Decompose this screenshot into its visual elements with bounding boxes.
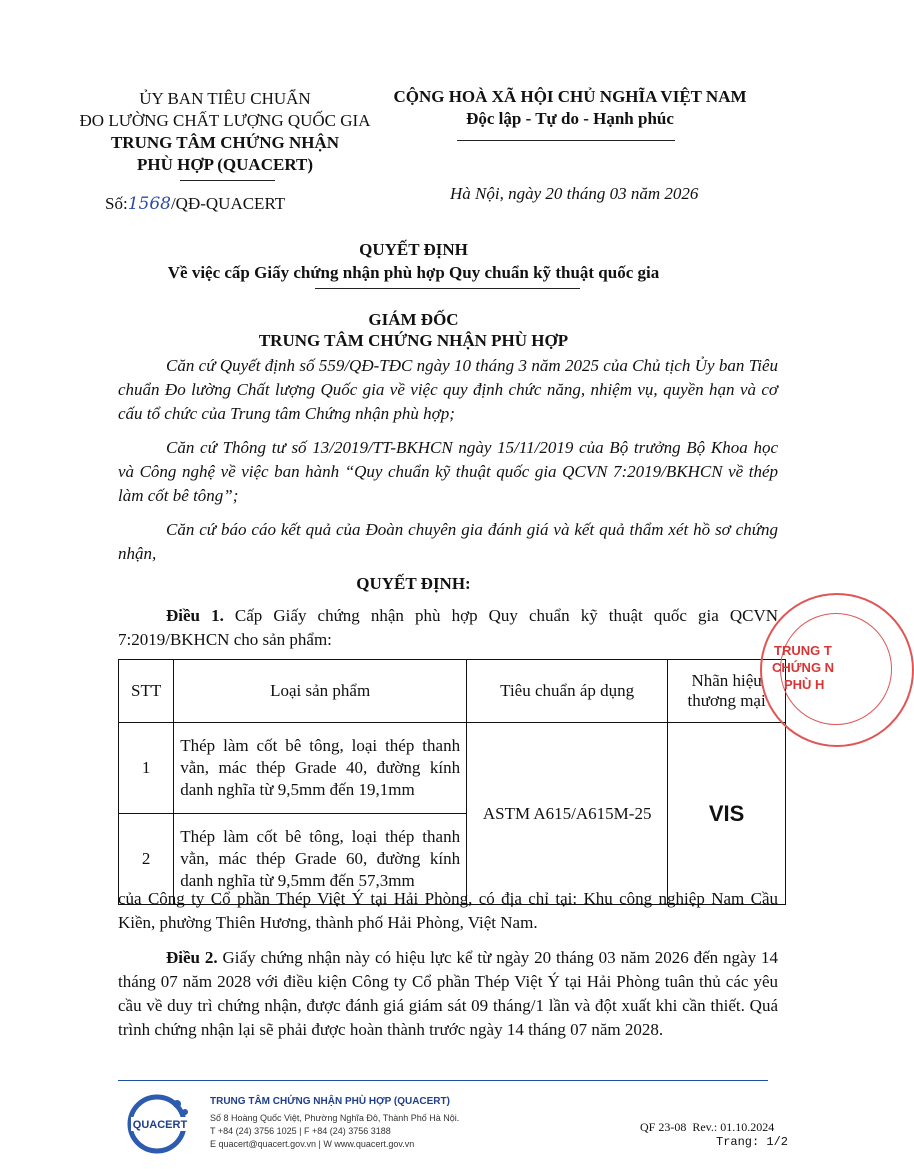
- header-standard: Tiêu chuẩn áp dụng: [467, 660, 668, 723]
- country-name: CỘNG HOÀ XÃ HỘI CHỦ NGHĨA VIỆT NAM: [393, 87, 747, 106]
- footer-divider: [118, 1080, 768, 1081]
- row-2-product: Thép làm cốt bê tông, loại thép thanh vằn, mác thép Grade 60, đường kính danh nghĩa từ 9,5mm đến 57,3mm: [174, 814, 467, 905]
- footer-email: E quacert@quacert.gov.vn | W www.quacert.gov.vn: [210, 1139, 415, 1149]
- table-row: [119, 723, 786, 814]
- document-number: [105, 194, 285, 214]
- issuer-org: TRUNG TÂM CHỨNG NHẬN PHÙ HỢP: [258, 331, 569, 350]
- quacert-logo-icon: [125, 1092, 195, 1154]
- motto: Độc lập - Tự do - Hạnh phúc: [466, 109, 674, 128]
- logo-text: QUACERT: [132, 1119, 188, 1131]
- form-code: QF 23-08: [640, 1120, 687, 1134]
- agency-line-2: ĐO LƯỜNG CHẤT LƯỢNG QUỐC GIA: [79, 111, 371, 130]
- article-1-label: Điều 1.: [166, 606, 224, 625]
- company-info: của Công ty Cổ phần Thép Việt Ý tại Hải Phòng, có địa chỉ tại: Khu công nghiệp Nam Cầu Kiền, phường Thiên Hương, thành phố Hải Phòng, Việt Nam.: [118, 889, 778, 932]
- article-2-label: Điều 2.: [166, 948, 218, 967]
- agency-underline: [180, 180, 275, 181]
- doc-number-handwritten: 1568: [127, 194, 171, 214]
- issue-date: Hà Nội, ngày 20 tháng 03 năm 2026: [450, 184, 699, 203]
- national-motto-block: [380, 86, 760, 130]
- brand-name: VIS: [668, 723, 786, 905]
- decision-subtitle: Về việc cấp Giấy chứng nhận phù hợp Quy chuẩn kỹ thuật quốc gia: [167, 263, 660, 282]
- basis-paragraph-2: Căn cứ Thông tư số 13/2019/TT-BKHCN ngày 15/11/2019 của Bộ trưởng Bộ Khoa học và Công nghệ về việc ban hành “Quy chuẩn kỹ thuật quốc gia QCVN 7:2019/BKHCN về thép làm cốt bê tông”;: [118, 438, 778, 505]
- header-product: Loại sản phẩm: [174, 660, 467, 723]
- agency-line-3: TRUNG TÂM CHỨNG NHẬN: [110, 133, 340, 152]
- agency-line-1: ỦY BAN TIÊU CHUẨN: [139, 89, 311, 108]
- row-1-stt: 1: [119, 723, 174, 814]
- seal-text-2: CHỨNG N: [772, 660, 835, 675]
- article-1: [118, 604, 778, 652]
- basis-paragraph-3: Căn cứ báo cáo kết quả của Đoàn chuyên gia đánh giá và kết quả thẩm xét hồ sơ chứng nhận,: [118, 520, 778, 563]
- seal-text-1: TRUNG T: [774, 643, 832, 658]
- revision: Rev.: 01.10.2024: [692, 1120, 775, 1134]
- doc-number-suffix: /QĐ-QUACERT: [170, 194, 286, 213]
- footer-phone: T +84 (24) 3756 1025 | F +84 (24) 3756 3188: [210, 1126, 391, 1136]
- product-table: [118, 659, 786, 905]
- seal-text-3: PHÙ H: [784, 677, 825, 692]
- article-1-text: Cấp Giấy chứng nhận phù hợp Quy chuẩn kỹ thuật quốc gia QCVN 7:2019/BKHCN cho sản phẩm:: [118, 606, 778, 649]
- issuer-title: GIÁM ĐỐC: [368, 310, 459, 329]
- table-header-row: [119, 660, 786, 723]
- row-1-product: Thép làm cốt bê tông, loại thép thanh vằn, mác thép Grade 40, đường kính danh nghĩa từ 9,5mm đến 19,1mm: [174, 723, 467, 814]
- seal-inner-ring: [780, 613, 892, 725]
- decision-title: QUYẾT ĐỊNH: [359, 240, 468, 259]
- agency-line-4: PHÙ HỢP (QUACERT): [136, 155, 313, 174]
- title-underline: [315, 288, 580, 289]
- doc-number-prefix: Số:: [105, 194, 128, 213]
- header-stt: STT: [119, 660, 174, 723]
- basis-paragraph-1: Căn cứ Quyết định số 559/QĐ-TĐC ngày 10 tháng 3 năm 2025 của Chủ tịch Ủy ban Tiêu chuẩn Đo lường Chất lượng Quốc gia về việc quy định chức năng, nhiệm vụ, quyền hạn và cơ cấu tổ chức của Trung tâm Chứng nhận phù hợp;: [118, 356, 778, 423]
- applied-standard: ASTM A615/A615M-25: [467, 723, 668, 905]
- row-2-stt: 2: [119, 814, 174, 905]
- issuing-agency-block: [55, 88, 395, 176]
- decision-heading: QUYẾT ĐỊNH:: [356, 574, 471, 593]
- document-reference: [640, 1120, 788, 1149]
- motto-underline: [457, 140, 675, 141]
- footer-org-name: TRUNG TÂM CHỨNG NHẬN PHÙ HỢP (QUACERT): [210, 1096, 450, 1107]
- header-brand: Nhãn hiệu thương mại: [668, 660, 786, 723]
- article-2-text: Giấy chứng nhận này có hiệu lực kể từ ngày 20 tháng 03 năm 2026 đến ngày 14 tháng 07 năm 2028 với điều kiện Công ty Cổ phần Thép Việt Ý tại Hải Phòng tuân thủ các yêu cầu về duy trì chứng nhận, được đánh giá giám sát 09 tháng/1 lần và đột xuất khi cần thiết. Quá trình chứng nhận lại sẽ phải được hoàn thành trước ngày 14 tháng 07 năm 2028.: [118, 948, 778, 1039]
- article-2: [118, 946, 778, 1042]
- page-number: Trang: 1/2: [716, 1135, 789, 1149]
- footer-address: Số 8 Hoàng Quốc Việt, Phường Nghĩa Đô, Thành Phố Hà Nội.: [210, 1113, 460, 1123]
